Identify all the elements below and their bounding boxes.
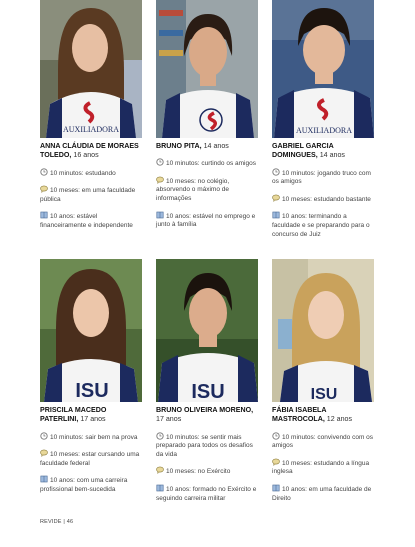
student-photo [40, 259, 142, 402]
student-age: 16 anos [73, 151, 99, 160]
student-photo [272, 259, 374, 402]
student-name: GABRIEL GARCIA DOMINGUES, 14 anos [272, 142, 345, 160]
page-number: 46 [66, 519, 74, 525]
page-footer: REVIDE | 46 [40, 519, 74, 525]
chat-icon [156, 466, 164, 474]
clock-icon [40, 432, 48, 440]
student-photo [156, 259, 258, 402]
photo-illustration [272, 259, 374, 402]
chat-icon [40, 185, 48, 193]
goal-10-months: 10 meses: no colégio, absorvendo o máximo de informações [156, 177, 230, 203]
shirt-logo-text: ISU [310, 386, 338, 402]
student-photo [40, 0, 142, 138]
profile-card [40, 259, 142, 495]
photo-illustration [156, 259, 258, 402]
shirt-logo-text: AUXILIADORA [296, 126, 352, 135]
student-age: 17 anos [156, 415, 182, 424]
profile-card [156, 259, 258, 503]
profile-card [272, 259, 374, 503]
chat-icon [156, 176, 164, 184]
clock-icon [156, 432, 164, 440]
student-name: FÁBIA ISABELA MASTROCOLA, 12 anos [272, 406, 353, 424]
student-photo [156, 0, 258, 138]
profile-card [272, 0, 374, 239]
goal-10-months: 10 meses: estar cursando uma faculdade federal [40, 451, 140, 467]
student-name: PRISCILA MACEDO PATERLINI, 17 anos [40, 406, 107, 424]
student-age: 17 anos [80, 415, 106, 424]
goal-10-minutes: 10 minutos: se sentir mais preparado para todos os desafios da vida [156, 433, 253, 458]
student-age: 14 anos [203, 142, 229, 150]
goal-10-years: 10 anos: estável financeiramente e independente [40, 213, 133, 229]
shirt-logo-text: ISU [75, 380, 109, 402]
clock-icon [40, 168, 48, 176]
book-icon [156, 211, 164, 219]
goal-10-years: 10 anos: formado no Exército e seguindo carreira militar [156, 485, 257, 502]
profile-card [156, 0, 258, 230]
photo-illustration [156, 0, 258, 138]
photo-illustration [40, 0, 142, 138]
chat-icon [272, 458, 280, 466]
student-name: ANNA CLÁUDIA DE MORAES TOLEDO, 16 anos [40, 142, 139, 160]
goal-10-months: 10 meses: estudando a língua inglesa [272, 459, 370, 476]
student-photo [272, 0, 374, 138]
goal-10-minutes: 10 minutos: estudando [40, 168, 142, 179]
goal-10-months: 10 meses: em uma faculdade pública [40, 187, 136, 203]
chat-icon [40, 449, 48, 457]
goal-10-minutes: 10 minutos: sair bem na prova [40, 432, 142, 443]
goal-10-years: 10 anos: em uma faculdade de Direito [272, 485, 372, 502]
shirt-logo-text: AUXILIADORA [63, 125, 119, 134]
student-age: 14 anos [319, 151, 345, 160]
student-age: 12 anos [326, 415, 353, 424]
book-icon [272, 211, 280, 219]
goal-10-months: 10 meses: estudando bastante [272, 194, 374, 205]
student-name: BRUNO PITA, 14 anos [156, 142, 229, 150]
goal-10-years: 10 anos: estável no emprego e junto à família [156, 212, 256, 229]
goal-10-minutes: 10 minutos: jogando truco com os amigos [272, 169, 371, 186]
chat-icon [272, 194, 280, 202]
clock-icon [156, 158, 164, 166]
goal-10-months: 10 meses: no Exército [156, 466, 258, 477]
student-name: BRUNO OLIVEIRA MORENO, 17 anos [156, 406, 254, 424]
book-icon [40, 211, 48, 219]
book-icon [156, 484, 164, 492]
clock-icon [272, 168, 280, 176]
profile-card [40, 0, 142, 231]
goal-10-years: 10 anos: terminando a faculdade e se preparando para o concurso de Juiz [272, 213, 370, 238]
goal-10-years: 10 anos: com uma carreira profissional bem-sucedida [40, 477, 128, 493]
goal-10-minutes: 10 minutos: convivendo com os amigos [272, 433, 374, 450]
magazine-name: REVIDE [40, 519, 62, 525]
book-icon [40, 475, 48, 483]
book-icon [272, 484, 280, 492]
goal-10-minutes: 10 minutos: curtindo os amigos [156, 158, 258, 169]
photo-illustration [40, 259, 142, 402]
shirt-logo-text: ISU [191, 381, 225, 402]
photo-illustration [272, 0, 374, 138]
clock-icon [272, 432, 280, 440]
